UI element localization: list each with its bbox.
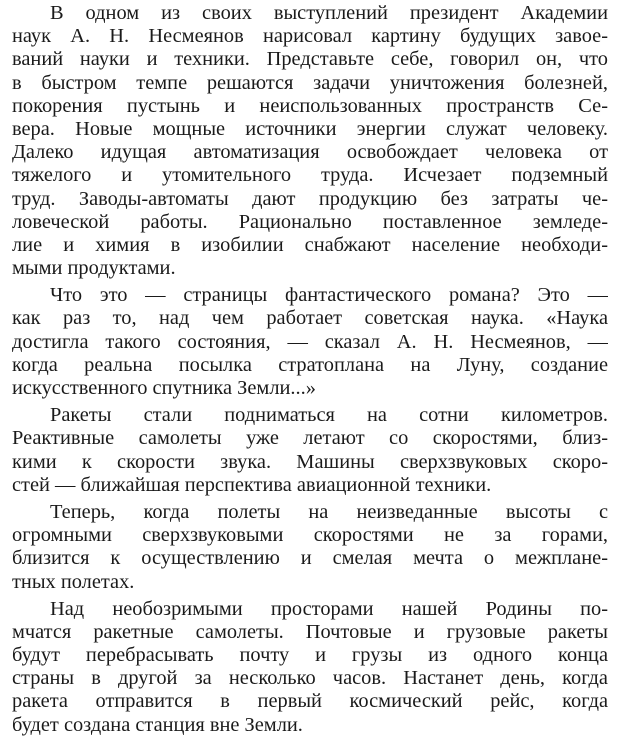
paragraph <box>12 2 608 280</box>
text-line: Реактивные самолеты уже летают со скоростями, близ- <box>12 427 608 450</box>
text-line: В одном из своих выступлений президент Академии <box>50 2 608 24</box>
text-line: покорения пустынь и неиспользованных пространств Се- <box>12 94 608 117</box>
text-line: мчатся ракетные самолеты. Почтовые и грузовые ракеты <box>12 620 608 643</box>
text-line: тных полетах. <box>12 570 135 593</box>
text-line: будет создана станция вне Земли. <box>12 713 303 736</box>
text-line: труд. Заводы-автоматы дают продукцию без затраты че- <box>12 187 608 210</box>
text-line: кими к скорости звука. Машины сверхзвуковых скоро- <box>12 450 608 473</box>
text-line: в быстром темпе решаются задачи уничтожения болезней, <box>12 71 608 94</box>
text-line: близится к осуществлению и смелая мечта о межплане- <box>12 547 608 570</box>
text-line: наук А. Н. Несмеянов нарисовал картину будущих завое- <box>12 25 608 48</box>
text-line: будут перебрасывать почту и грузы из одного конца <box>12 644 608 667</box>
text-line: ракета отправится в первый космический рейс, когда <box>12 690 608 713</box>
text-line: вера. Новые мощные источники энергии служат человеку. <box>12 117 608 140</box>
text-line: Что это — страницы фантастического романа? Это — <box>50 284 608 307</box>
paragraph <box>12 598 608 737</box>
text-line: как раз то, над чем работает советская наука. «Наука <box>12 307 608 330</box>
text-line: огромными сверхзвуковыми скоростями не за горами, <box>12 524 608 547</box>
text-line: Ракеты стали подниматься на сотни километров. <box>50 404 608 427</box>
text-line: Теперь, когда полеты на неизведанные высоты с <box>50 500 608 523</box>
text-line: ваний науки и техники. Представьте себе, говорил он, что <box>12 48 608 71</box>
text-line: ловеческой работы. Рационально поставленное земледе- <box>12 210 608 233</box>
document-page <box>12 2 608 741</box>
text-line: достигла такого состояния, — сказал А. Н. Несмеянов, — <box>12 330 608 353</box>
paragraph <box>12 404 608 497</box>
text-line: страны в другой за несколько часов. Настанет день, когда <box>12 667 608 690</box>
text-line: искусственного спутника Земли...» <box>12 377 316 399</box>
text-line: когда реальна посылка стратоплана на Луну, создание <box>12 353 608 376</box>
text-line: мыми продуктами. <box>12 257 176 280</box>
text-line: Над необозримыми просторами нашей Родины по- <box>50 597 608 620</box>
text-line: Далеко идущая автоматизация освобождает человека от <box>12 141 608 164</box>
paragraph <box>12 284 608 400</box>
text-line: лие и химия в изобилии снабжают население необходи- <box>12 233 608 256</box>
text-line: стей — ближайшая перспектива авиационной техники. <box>12 473 492 496</box>
paragraph <box>12 501 608 594</box>
text-line: тяжелого и утомительного труда. Исчезает подземный <box>12 164 608 187</box>
